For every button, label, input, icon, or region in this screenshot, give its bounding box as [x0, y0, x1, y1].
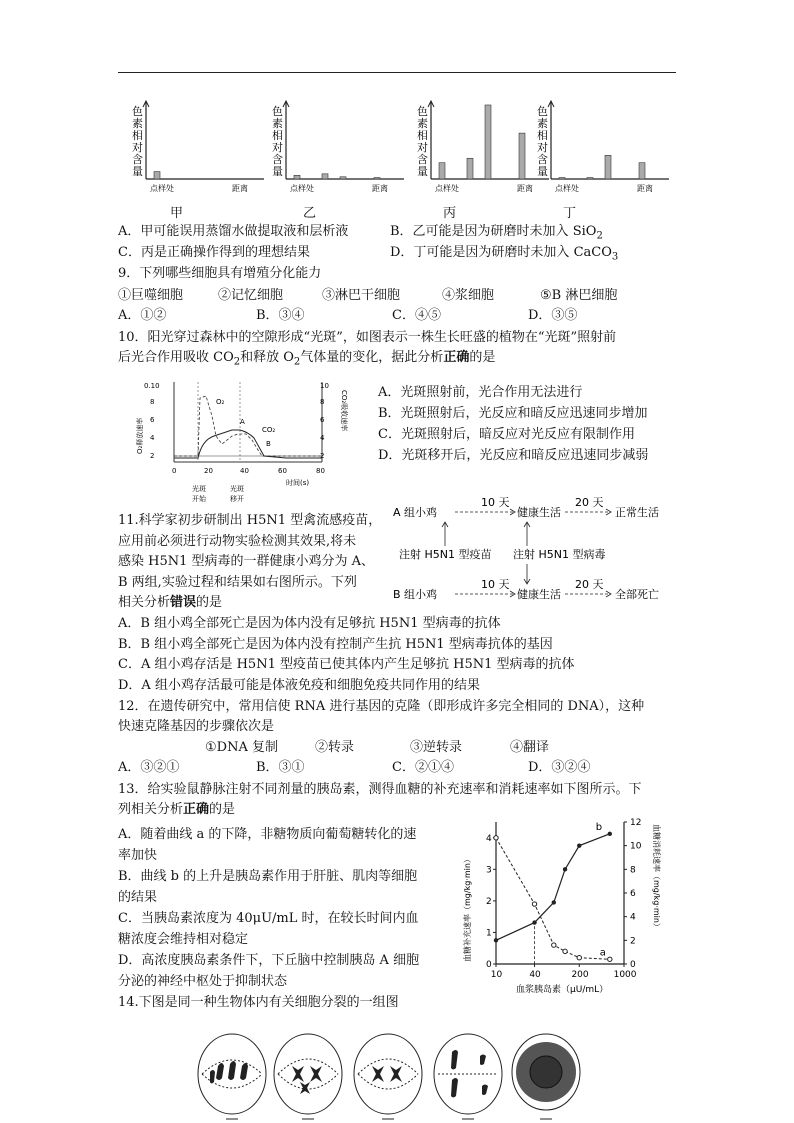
x-tick-0: 0	[172, 467, 177, 475]
q13-x-tick: 200	[571, 970, 589, 980]
q9-option-c: C．④⑤	[392, 308, 441, 323]
header-rule	[118, 72, 676, 73]
q12-item-3: ③逆转录	[410, 740, 463, 755]
label-bing: 丙	[443, 206, 457, 221]
q12-option-d: D．③②④	[528, 760, 591, 775]
q13-series-b-point	[577, 843, 581, 847]
q10-option-b: B．光斑照射后，光反应和暗反应迅速同步增加	[378, 406, 648, 421]
co2-label: CO₂	[262, 426, 276, 434]
q10-stem-1: 10．阳光穿过森林中的空隙形成“光斑”，如图表示一株生长旺盛的植物在“光斑”照射前	[118, 330, 617, 345]
q9-stem: 9．下列哪些细胞具有增殖分化能力	[118, 266, 322, 281]
q13-series-a-point	[494, 836, 498, 840]
q11-line-2: 应用前必须进行动物实验检测其效果,将未	[118, 534, 357, 549]
q12-item-1: ①DNA 复制	[205, 740, 278, 755]
mini-ylabel-char: 色	[537, 105, 548, 118]
q13-series-b-point	[552, 900, 556, 904]
q13-right-tick: 4	[630, 912, 636, 923]
mini-bar	[485, 105, 491, 179]
label-jia: 甲	[170, 206, 184, 221]
q9-item-2: ②记忆细胞	[218, 288, 284, 303]
x-tick-4: 80	[316, 467, 325, 475]
diagram-b-10days: 10 天	[481, 578, 510, 591]
light-end-1: 光斑	[230, 485, 244, 493]
q13-series-b-point	[563, 867, 567, 871]
mini-ylabel-char: 量	[537, 165, 548, 178]
point-b-label: B	[266, 440, 271, 448]
q11-option-a: A．B 组小鸡全部死亡是因为体内没有足够抗 H5N1 型病毒的抗体	[118, 616, 501, 631]
left-tick-3: 4	[150, 434, 155, 442]
mini-bar	[467, 158, 473, 179]
q9-option-b: B．③④	[256, 308, 305, 323]
mini-bar	[340, 177, 346, 179]
cell-3	[354, 1034, 422, 1114]
light-end-2: 移开	[230, 495, 244, 503]
q8-option-b: B．乙可能是因为研磨时未加入 SiO$_2$	[390, 224, 603, 242]
diagram-a-20days: 20 天	[575, 496, 604, 509]
left-tick-0: 0.10	[144, 382, 160, 390]
q11-line-1: 11.科学家初步研制出 H5N1 型禽流感疫苗，	[118, 513, 382, 528]
left-tick-4: 2	[150, 452, 155, 460]
label-ding: 丁	[563, 206, 577, 221]
mini-x-left: 点样处	[290, 184, 314, 193]
q10-option-a: A．光斑照射前，光合作用无法进行	[378, 385, 583, 400]
q11-experiment-diagram	[393, 492, 693, 608]
q10-option-c: C．光斑照射后，暗反应对光反应有限制作用	[378, 427, 635, 442]
q13-insulin-chart	[444, 814, 676, 996]
mini-ylabel-char: 色	[132, 105, 143, 118]
label-yi: 乙	[303, 206, 317, 221]
right-axis-label: CO₂吸收速率	[340, 390, 348, 432]
q13-line-1: A．随着曲线 a 的下降，非糖物质向葡萄糖转化的速	[118, 827, 417, 842]
x-tick-1: 20	[204, 467, 213, 475]
q11-option-d: D．A 组小鸡存活最可能是体液免疫和细胞免疫共同作用的结果	[118, 678, 480, 693]
mini-ylabel-char: 相	[272, 129, 283, 142]
q13-right-tick: 2	[630, 936, 636, 947]
mini-ylabel-char: 含	[417, 153, 428, 166]
q13-left-tick: 0	[486, 960, 492, 970]
x-tick-3: 60	[278, 467, 287, 475]
diagram-b-dead: 全部死亡	[615, 588, 659, 601]
q13-line-7: D．高浓度胰岛素条件下，下丘脑中控制胰岛 A 细胞	[118, 953, 420, 968]
q13-x-tick: 40	[529, 970, 541, 980]
x-axis-label: 时间(s)	[286, 479, 310, 487]
right-tick-4: 2	[320, 452, 325, 460]
mini-bar	[519, 133, 525, 179]
q13-series-a-point	[552, 943, 556, 947]
q11-option-c: C．A 组小鸡存活是 H5N1 型疫苗已使其体内产生足够抗 H5N1 型病毒的抗体	[118, 657, 575, 672]
diagram-a-healthy: 健康生活	[517, 506, 561, 519]
pigment-chart-1	[132, 101, 264, 193]
q13-line-2: 率加快	[118, 848, 158, 863]
q13-series-a-point	[532, 902, 536, 906]
q13-right-tick: 0	[630, 960, 636, 970]
q13-left-tick: 3	[486, 865, 492, 876]
mini-x-right: 距离	[372, 184, 388, 193]
q12-item-4: ④翻译	[510, 740, 550, 755]
q13-series-a-line	[496, 838, 610, 959]
q13-series-a-point	[577, 955, 581, 959]
q10-stem-2: 后光合作用吸收 $CO_2$和释放 $O_2$气体量的变化，据此分析正确的是	[118, 350, 496, 368]
q9-option-a: A．①②	[118, 308, 167, 323]
mini-ylabel-char: 对	[417, 141, 428, 154]
right-tick-3: 4	[320, 434, 325, 442]
q13-x-tick: 1000	[613, 970, 637, 980]
q10-option-d: D．光斑移开后，光反应和暗反应迅速同步减弱	[378, 448, 649, 463]
mini-ylabel-char: 素	[132, 117, 143, 130]
mini-bar	[322, 174, 328, 179]
mini-ylabel-char: 对	[132, 141, 143, 154]
mini-x-left: 点样处	[150, 184, 174, 193]
mini-ylabel-char: 素	[537, 117, 548, 130]
mini-bar	[294, 175, 300, 179]
right-tick-1: 8	[320, 398, 325, 406]
q13-x-tick: 10	[490, 970, 503, 980]
mini-ylabel-char: 含	[132, 153, 143, 166]
diagram-b-group: B 组小鸡	[393, 588, 438, 601]
q13-right-label: 血糖消耗速率（mg/kg·min）	[652, 824, 661, 931]
q13-series-b-line	[496, 834, 610, 941]
point-a-label: A	[240, 418, 245, 426]
mini-x-left: 点样处	[555, 184, 579, 193]
q13-x-label: 血浆胰岛素（μU/mL）	[516, 985, 609, 995]
q13-left-tick: 2	[486, 896, 492, 907]
mini-bar	[587, 178, 593, 179]
diagram-a-normal: 正常生活	[615, 506, 659, 519]
q12-option-a: A．③②①	[118, 760, 180, 775]
q13-stem-1: 13．给实验鼠静脉注射不同剂量的胰岛素，测得血糖的补充速率和消耗速率如下图所示。下	[118, 782, 642, 797]
pigment-chart-4	[537, 101, 669, 193]
mini-ylabel-char: 量	[417, 165, 428, 178]
mini-ylabel-char: 相	[417, 129, 428, 142]
q13-series-b-label: b	[595, 821, 603, 833]
x-tick-2: 40	[240, 467, 249, 475]
q13-series-a-point	[563, 949, 567, 953]
mini-bar	[154, 172, 160, 179]
q13-left-tick: 4	[486, 833, 492, 844]
mini-x-left: 点样处	[435, 184, 459, 193]
mini-ylabel-char: 相	[537, 129, 548, 142]
mini-bar	[605, 155, 611, 179]
mini-ylabel-char: 色	[417, 105, 428, 118]
q13-right-tick: 6	[630, 889, 636, 899]
q12-option-b: B．③①	[256, 760, 305, 775]
q13-line-4: 的结果	[118, 890, 158, 905]
q8-option-d: D．丁可能是因为研磨时未加入 CaCO$_3$	[390, 245, 619, 263]
q11-line-4: B 两组,实验过程和结果如右图所示。下列	[118, 575, 357, 590]
q12-stem-2: 快速克隆基因的步骤依次是	[118, 719, 275, 734]
mini-ylabel-char: 含	[537, 153, 548, 166]
mini-x-right: 距离	[517, 184, 533, 193]
q13-line-3: B．曲线 b 的上升是胰岛素作用于肝脏、肌肉等细胞	[118, 869, 418, 884]
q13-right-tick: 12	[630, 818, 642, 828]
q13-right-tick: 10	[630, 841, 642, 852]
mini-ylabel-char: 量	[272, 165, 283, 178]
q13-right-tick: 8	[630, 865, 636, 876]
pigment-chart-3	[417, 101, 549, 193]
mini-ylabel-char: 对	[272, 141, 283, 154]
mini-ylabel-char: 素	[417, 117, 428, 130]
q13-line-6: 糖浓度会维持相对稳定	[118, 932, 249, 947]
q12-option-c: C．②①④	[392, 760, 454, 775]
q11-line-3: 感染 H5N1 型病毒的一群健康小鸡分为 A、	[118, 554, 375, 569]
q13-stem-2: 列相关分析正确的是	[118, 802, 236, 817]
mini-ylabel-char: 量	[132, 165, 143, 178]
left-axis-label: O₂释放速率	[136, 417, 144, 454]
diagram-virus: 注射 H5N1 型病毒	[513, 548, 606, 561]
q13-left-tick: 1	[486, 928, 492, 939]
diagram-a-group: A 组小鸡	[393, 506, 438, 519]
q9-item-5: ⑤B 淋巴细胞	[540, 288, 618, 303]
o2-label: O₂	[216, 398, 225, 406]
left-tick-1: 8	[150, 398, 155, 406]
q10-photosynthesis-chart	[136, 376, 368, 504]
q8-option-a: A．甲可能误用蒸馏水做提取液和层析液	[118, 224, 349, 239]
q9-option-d: D．③⑤	[528, 308, 578, 323]
pigment-charts-svg	[110, 95, 653, 195]
right-tick-0: 10	[320, 382, 329, 390]
q13-series-a-point	[608, 957, 612, 961]
diagram-b-healthy: 健康生活	[517, 588, 561, 601]
diagram-vaccine: 注射 H5N1 型疫苗	[399, 548, 492, 561]
mini-ylabel-char: 相	[132, 129, 143, 142]
q8-option-c: C．丙是正确操作得到的理想结果	[118, 245, 310, 260]
mini-bar	[439, 163, 445, 179]
q12-item-2: ②转录	[315, 740, 355, 755]
left-tick-2: 6	[150, 416, 155, 424]
pigment-chart-2	[272, 101, 404, 193]
q12-stem-1: 12．在遗传研究中，常用信使 RNA 进行基因的克隆（即形成许多完全相同的 DNA），这种	[118, 699, 645, 714]
diagram-b-20days: 20 天	[575, 578, 604, 591]
mini-ylabel-char: 对	[537, 141, 548, 154]
q13-series-b-point	[608, 832, 612, 836]
q9-item-4: ④浆细胞	[442, 288, 495, 303]
q13-line-5: C．当胰岛素浓度为 40μU/mL 时，在较长时间内血	[118, 911, 419, 926]
cell-division-figures	[190, 1022, 580, 1123]
mini-x-right: 距离	[637, 184, 653, 193]
q13-left-label: 血糖补充速率（mg/kg·min）	[463, 855, 472, 962]
mini-bar	[639, 163, 645, 179]
mini-ylabel-char: 素	[272, 117, 283, 130]
q11-line-5: 相关分析错误的是	[118, 595, 223, 610]
q9-item-3: ③淋巴干细胞	[322, 288, 401, 303]
q9-item-1: ①巨噬细胞	[118, 288, 184, 303]
mini-bar	[559, 178, 565, 179]
q13-series-a-label: a	[599, 947, 606, 959]
q13-series-b-point	[532, 920, 536, 924]
right-tick-2: 6	[320, 416, 325, 424]
q14-stem: 14.下图是同一种生物体内有关细胞分裂的一组图	[118, 995, 399, 1010]
mini-ylabel-char: 含	[272, 153, 283, 166]
cell-2	[274, 1034, 342, 1114]
q11-option-b: B．B 组小鸡全部死亡是因为体内没有控制产生抗 H5N1 型病毒抗体的基因	[118, 637, 553, 652]
mini-bar	[374, 178, 380, 179]
mini-ylabel-char: 色	[272, 105, 283, 118]
mini-x-right: 距离	[232, 184, 248, 193]
light-start-1: 光斑	[192, 485, 206, 493]
q13-line-8: 分泌的神经中枢处于抑制状态	[118, 974, 288, 989]
light-start-2: 开始	[192, 495, 206, 503]
q13-series-b-point	[494, 938, 498, 942]
diagram-a-10days: 10 天	[481, 496, 510, 509]
